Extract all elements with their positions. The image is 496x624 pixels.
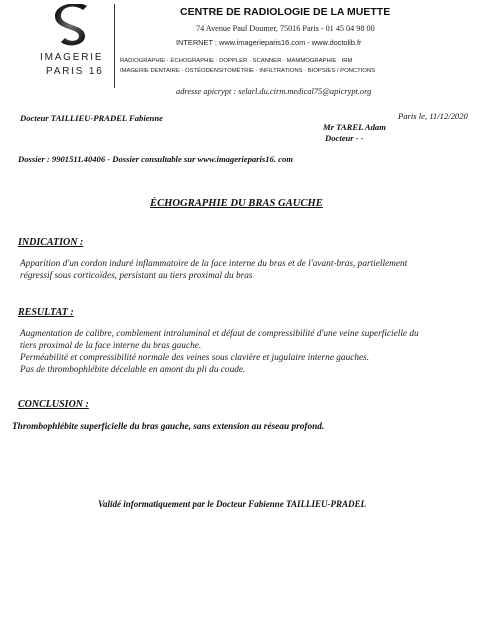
report-date: Paris le, 11/12/2020 <box>398 111 468 121</box>
dossier-line: Dossier : 9901511.40406 - Dossier consultable sur www.imagerieparis16. com <box>18 154 293 164</box>
resultat-line-2: tiers proximal de la face interne du bras gauche. <box>20 341 202 351</box>
header-divider <box>114 4 115 88</box>
recipient-doctor: Docteur - - <box>325 133 364 143</box>
resultat-line-4: Pas de thrombophlébite décelable en amont du pli du coude. <box>20 365 246 375</box>
apicrypt-address: adresse apicrypt : selarl.du.cirm.medical75@apicrypt.org <box>176 87 372 96</box>
conclusion-text: Thrombophlébite superficielle du bras gauche, sans extension au réseau profond. <box>12 422 325 432</box>
imagerie-logo-icon <box>53 4 93 48</box>
center-address: 74 Avenue Paul Doumer, 75016 Paris - 01 45 04 98 00 <box>196 24 375 33</box>
resultat-line-3: Perméabilité et compressibilité normale des veines sous clavière et jugulaire interne gauches. <box>20 353 370 363</box>
logo-text-top: IMAGERIE <box>40 52 104 63</box>
services-line-2: IMAGERIE DENTAIRE · OSTÉODENSITOMÉTRIE · INFILTRATIONS · BIOPSIES / PONCTIONS <box>120 68 376 74</box>
exam-title: ÉCHOGRAPHIE DU BRAS GAUCHE <box>150 198 323 209</box>
resultat-line-1: Augmentation de calibre, comblement intraluminal et défaut de compressibilité d'une veine superficielle du <box>20 329 419 339</box>
sender-doctor: Docteur TAILLIEU-PRADEL Fabienne <box>20 113 163 123</box>
indication-line-1: Apparition d'un cordon induré inflammatoire de la face interne du bras et de l'avant-bras, partiellement <box>20 259 408 269</box>
indication-heading: INDICATION : <box>18 237 84 248</box>
conclusion-heading: CONCLUSION : <box>18 399 89 410</box>
center-internet: INTERNET : www.imagerieparis16.com - www.doctolib.fr <box>176 38 362 47</box>
resultat-heading: RESULTAT : <box>18 307 74 318</box>
services-line-1: RADIOGRAPHIE · ÉCHOGRAPHIE · DOPPLER · SCANNER · MAMMOGRAPHIE · IRM <box>120 58 353 64</box>
center-title: CENTRE DE RADIOLOGIE DE LA MUETTE <box>180 6 391 18</box>
logo-text-bottom: PARIS 16 <box>46 66 104 77</box>
validation-line: Validé informatiquement par le Docteur Fabienne TAILLIEU-PRADEL <box>98 499 367 509</box>
recipient-name: Mr TAREL Adam <box>323 122 386 132</box>
indication-line-2: régressif sous corticoïdes, persistant au tiers proximal du bras <box>20 271 253 281</box>
